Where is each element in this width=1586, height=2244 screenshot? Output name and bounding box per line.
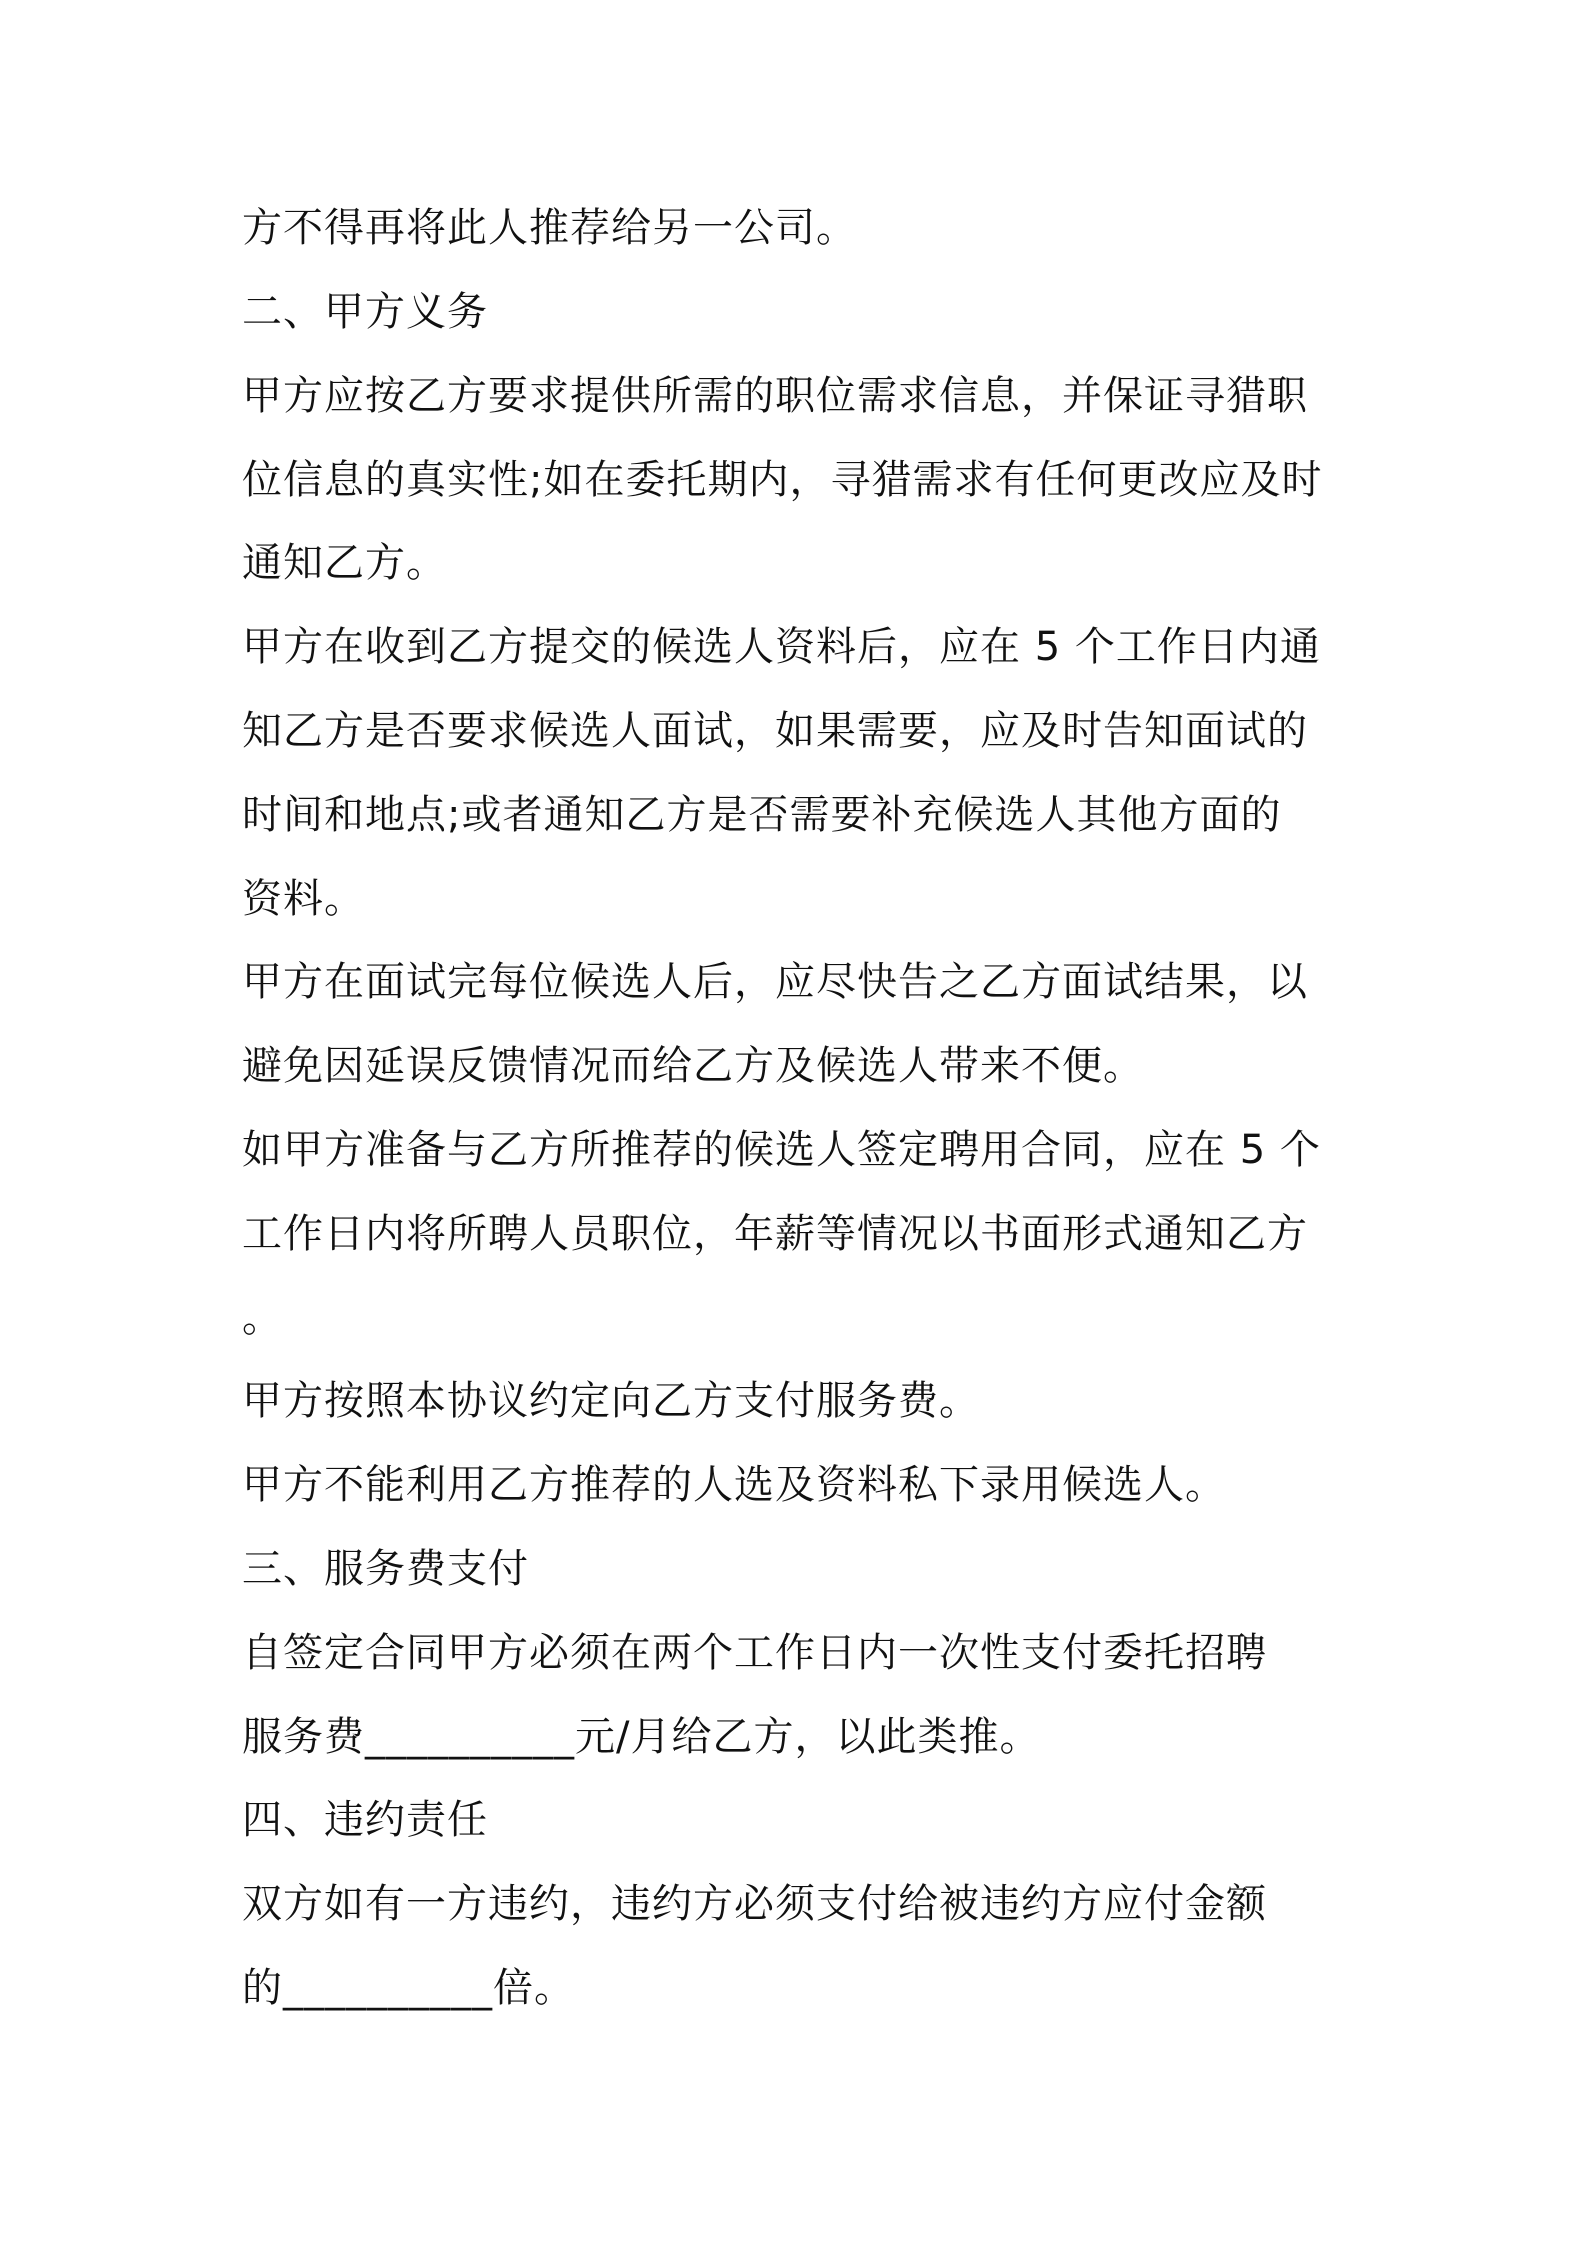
paragraph-line: 知乙方是否要求候选人面试，如果需要，应及时告知面试的 xyxy=(242,708,1308,754)
paragraph-line: 通知乙方。 xyxy=(242,540,447,586)
paragraph-line: 时间和地点;或者通知乙方是否需要补充候选人其他方面的 xyxy=(242,792,1282,838)
paragraph-line: 甲方在面试完每位候选人后，应尽快告之乙方面试结果，以 xyxy=(242,959,1308,1005)
section-heading-party-a-obligations: 二、甲方义务 xyxy=(242,289,488,335)
paragraph-line: 如甲方准备与乙方所推荐的候选人签定聘用合同，应在 5 个 xyxy=(242,1127,1321,1173)
paragraph-line: 方不得再将此人推荐给另一公司。 xyxy=(242,205,857,251)
paragraph-line: 避免因延误反馈情况而给乙方及候选人带来不便。 xyxy=(242,1043,1144,1089)
section-heading-service-fee: 三、服务费支付 xyxy=(242,1546,529,1592)
paragraph-line: 位信息的真实性;如在委托期内，寻猎需求有任何更改应及时 xyxy=(242,457,1323,503)
paragraph-line-multiple-blank: 的__________倍。 xyxy=(242,1965,575,2011)
paragraph-line: 双方如有一方违约，违约方必须支付给被违约方应付金额 xyxy=(242,1881,1267,1927)
paragraph-line: 甲方按照本协议约定向乙方支付服务费。 xyxy=(242,1378,980,1424)
paragraph-line: 资料。 xyxy=(242,876,365,922)
paragraph-line: 。 xyxy=(242,1295,283,1341)
paragraph-line: 甲方应按乙方要求提供所需的职位需求信息，并保证寻猎职 xyxy=(242,373,1308,419)
paragraph-line: 工作日内将所聘人员职位，年薪等情况以书面形式通知乙方 xyxy=(242,1211,1308,1257)
paragraph-line: 甲方在收到乙方提交的候选人资料后，应在 5 个工作日内通 xyxy=(242,624,1321,670)
section-heading-liability: 四、违约责任 xyxy=(242,1797,488,1843)
paragraph-line: 自签定合同甲方必须在两个工作日内一次性支付委托招聘 xyxy=(242,1630,1267,1676)
paragraph-line-fee-blank: 服务费__________元/月给乙方，以此类推。 xyxy=(242,1714,1041,1760)
paragraph-line: 甲方不能利用乙方推荐的人选及资料私下录用候选人。 xyxy=(242,1462,1226,1508)
